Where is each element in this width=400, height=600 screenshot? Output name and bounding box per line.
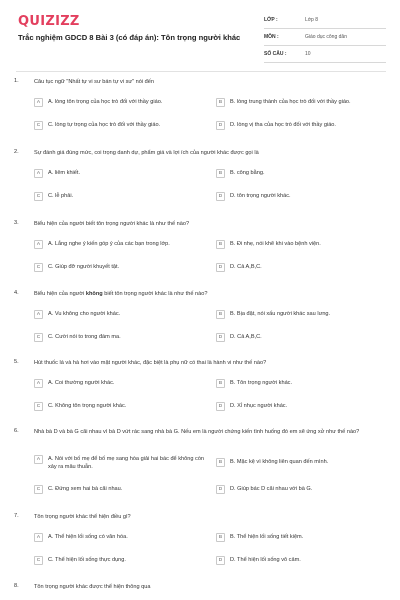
option-text: A. Coi thường người khác. [48, 380, 115, 386]
option-text: C. lễ phải. [48, 193, 74, 199]
option-letter-box: B [216, 458, 225, 467]
option-letter-box: D [216, 192, 225, 201]
question-text: Sự đánh giá đúng mức, coi trọng danh dự, phẩm giá và lợi ích của người khác được gọi là [34, 150, 259, 156]
option-d[interactable] [216, 403, 381, 411]
option-letter-box: B [216, 240, 225, 249]
option-letter-box: C [34, 121, 43, 130]
option-text: D. Giúp bác D cãi nhau với bà G. [230, 486, 313, 492]
option-text: A. Lắng nghe ý kiến góp ý của các bạn trong lớp. [48, 241, 170, 247]
option-text: B. Bịa đặt, nói xấu người khác sau lưng. [230, 311, 331, 317]
option-text: C. Không tôn trọng người khác. [48, 403, 127, 409]
option-letter-box: A [34, 379, 43, 388]
option-c[interactable] [34, 264, 199, 272]
option-b[interactable] [216, 311, 381, 319]
quizizz-logo: QUIZIZZ [18, 14, 80, 29]
option-text: D. Thể hiện lối sống vô cảm. [230, 557, 301, 563]
option-letter-box: C [34, 263, 43, 272]
option-c[interactable] [34, 334, 199, 342]
meta-value: Lớp 8 [305, 17, 319, 23]
option-b[interactable] [216, 380, 381, 388]
option-c[interactable] [34, 193, 199, 201]
option-text: A. Thể hiện lối sống có văn hóa. [48, 534, 128, 540]
option-d[interactable] [216, 193, 381, 201]
option-letter-box: A [34, 455, 43, 464]
meta-key: LỚP : [264, 17, 278, 23]
option-a[interactable] [34, 99, 199, 107]
question-number: 2. [14, 149, 19, 155]
option-letter-box: D [216, 485, 225, 494]
question-number: 5. [14, 359, 19, 365]
option-letter-box: C [34, 402, 43, 411]
option-text: D. Xỉ nhục người khác. [230, 403, 288, 409]
option-text: B. Mặc kệ vì không liên quan đến mình. [230, 459, 329, 465]
option-text: C. Cười nói to trong đám ma. [48, 334, 121, 340]
question-text [34, 290, 380, 298]
question-number: 3. [14, 220, 19, 226]
option-b[interactable] [216, 170, 381, 178]
question-text: Câu tục ngữ "Nhất tự vi sư bán tự vi sư" nói đến [34, 79, 155, 85]
option-b[interactable] [216, 99, 381, 107]
option-text: C. Giúp đỡ người khuyết tật. [48, 264, 120, 270]
option-letter-box: D [216, 333, 225, 342]
question-text: Biểu hiện của người biết tôn trọng người khác là như thế nào? [34, 221, 190, 227]
option-d[interactable] [216, 486, 381, 494]
option-letter-box: C [34, 192, 43, 201]
option-text: B. lòng trung thành của học trò đối với thầy giáo. [230, 99, 351, 105]
option-letter-box: B [216, 533, 225, 542]
option-text: A. lòng tôn trọng của học trò đối với thầy giáo. [48, 99, 163, 105]
option-text: A. liêm khiết. [48, 170, 81, 176]
option-d[interactable] [216, 334, 381, 342]
option-text: B. Thể hiện lối sống tiết kiệm. [230, 534, 304, 540]
option-letter-box: C [34, 333, 43, 342]
option-letter-box: A [34, 169, 43, 178]
option-letter-box: D [216, 263, 225, 272]
option-text: C. Thể hiện lối sống thực dụng. [48, 557, 126, 563]
question-number: 8. [14, 583, 19, 589]
question-text: Tôn trọng người khác thể hiện điều gì? [34, 514, 131, 520]
question-number: 4. [14, 290, 19, 296]
option-letter-box: B [216, 169, 225, 178]
option-text: C. Đứng xem hai bà cãi nhau. [48, 486, 123, 492]
header-divider [16, 71, 386, 72]
worksheet-title: Trắc nghiệm GDCD 8 Bài 3 (có đáp án): Tôn trọng người khác [18, 33, 241, 42]
meta-value: Giáo dục công dân [305, 34, 347, 40]
option-text: A. Nói với bố mẹ để bố mẹ sang hòa giải hai bác để không còn xảy ra mâu thuẫn. [48, 456, 205, 470]
meta-row-class [264, 12, 386, 29]
option-text: B. công bằng. [230, 170, 265, 176]
option-a[interactable] [34, 170, 199, 178]
option-text: D. tôn trọng người khác. [230, 193, 291, 199]
option-text: D. Cả A,B,C. [230, 264, 262, 270]
option-letter-box: A [34, 533, 43, 542]
option-text: A. Vu không cho người khác. [48, 311, 121, 317]
question-number: 7. [14, 513, 19, 519]
option-text: D. Cả A,B,C. [230, 334, 262, 340]
option-c[interactable] [34, 403, 199, 411]
option-letter-box: D [216, 402, 225, 411]
meta-key: MÔN : [264, 34, 279, 40]
question-text: Nhà bà D và bà G cãi nhau vì bà D vứt rác sang nhà bà G. Nếu em là người chứng kiến tình huống đó em sẽ ứng xử như thế nào? [34, 429, 360, 435]
meta-row-count [264, 46, 386, 63]
question-text: Tôn trọng người khác được thể hiện thông qua [34, 584, 151, 590]
meta-row-subject [264, 29, 386, 46]
option-a[interactable] [34, 456, 210, 471]
option-a[interactable] [34, 311, 199, 319]
option-letter-box: A [34, 98, 43, 107]
option-a[interactable] [34, 534, 199, 542]
option-a[interactable] [34, 241, 199, 249]
worksheet-meta [264, 12, 386, 63]
meta-key: SỐ CÂU : [264, 51, 287, 57]
option-d[interactable] [216, 122, 381, 130]
option-c[interactable] [34, 486, 199, 494]
question-number: 1. [14, 78, 19, 84]
question-number: 6. [14, 428, 19, 434]
meta-value: 10 [305, 51, 311, 57]
option-c[interactable] [34, 557, 199, 565]
question-text-pre: Biểu hiện của người [34, 291, 86, 297]
option-letter-box: B [216, 310, 225, 319]
option-d[interactable] [216, 264, 381, 272]
option-text: B. Đi nhẹ, nói khẽ khi vào bệnh viện. [230, 241, 321, 247]
worksheet-header [0, 0, 400, 68]
option-letter-box: B [216, 379, 225, 388]
option-text: B. Tôn trọng người khác. [230, 380, 293, 386]
option-letter-box: A [34, 240, 43, 249]
option-b[interactable] [216, 459, 381, 467]
option-b[interactable] [216, 534, 381, 542]
question-text-emphasis: không [85, 291, 103, 297]
option-letter-box: C [34, 485, 43, 494]
option-letter-box: A [34, 310, 43, 319]
option-d[interactable] [216, 557, 381, 565]
option-letter-box: B [216, 98, 225, 107]
option-b[interactable] [216, 241, 381, 249]
option-letter-box: C [34, 556, 43, 565]
option-a[interactable] [34, 380, 199, 388]
option-letter-box: D [216, 556, 225, 565]
option-letter-box: D [216, 121, 225, 130]
option-text: D. lòng vị tha của học trò đối với thầy giáo. [230, 122, 336, 128]
option-c[interactable] [34, 122, 199, 130]
option-text: C. lòng tự trọng của học trò đối với thầy giáo. [48, 122, 161, 128]
question-text: Hút thuốc lá và hà hơi vào mặt người khác, đặc biệt là phụ nữ có thai là hành vi như thế nào? [34, 360, 267, 366]
question-text-post: biết tôn trọng người khác là như thế nào? [102, 291, 208, 297]
